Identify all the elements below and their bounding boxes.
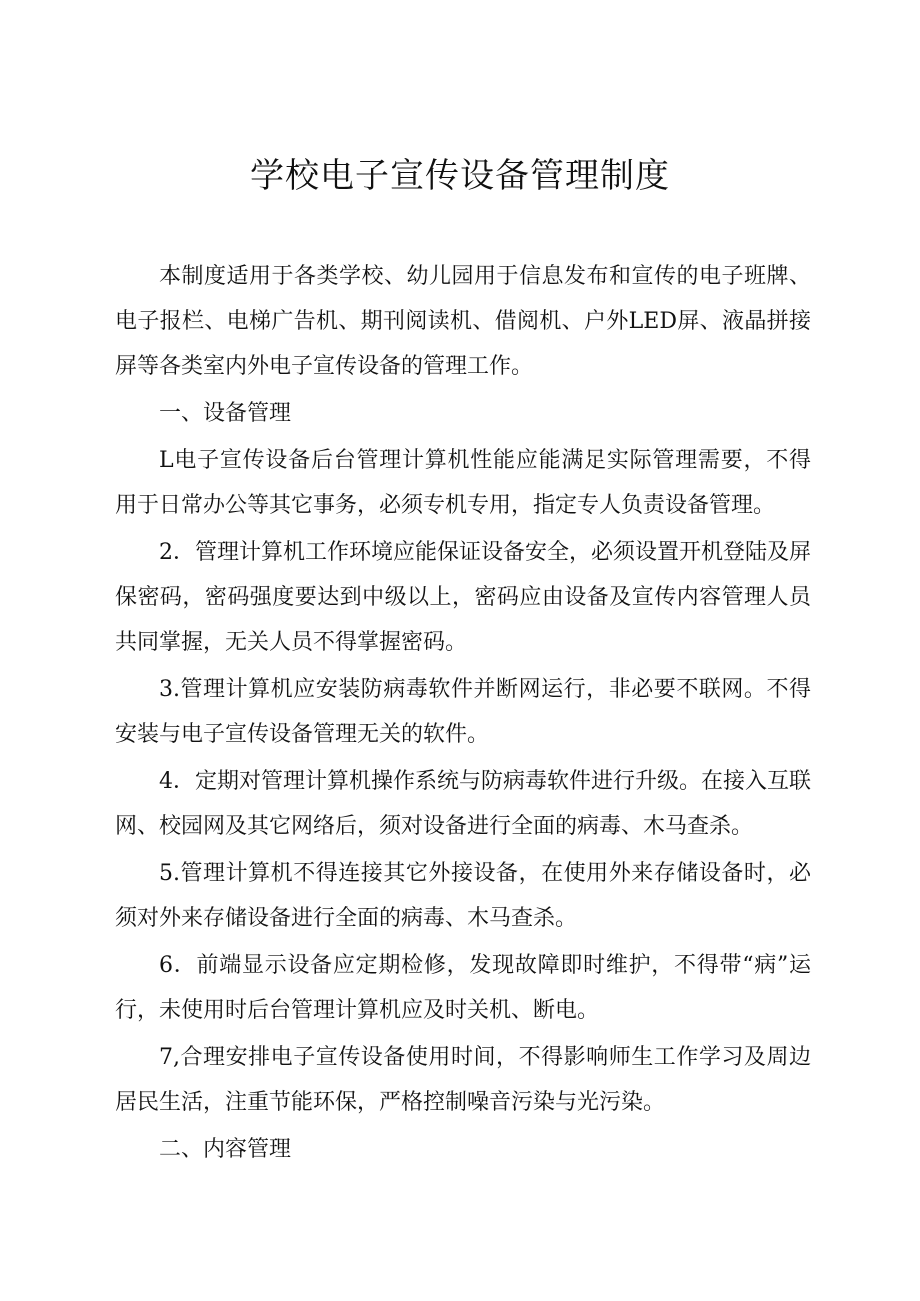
equipment-rule-5: 5.管理计算机不得连接其它外接设备，在使用外来存储设备时，必须对外来存储设备进行全面的病毒、木马查杀。 bbox=[115, 861, 811, 931]
equipment-rule-1: L电子宣传设备后台管理计算机性能应能满足实际管理需要，不得用于日常办公等其它事务，必须专机专用，指定专人负责设备管理。 bbox=[115, 448, 811, 518]
equipment-rule-4: 4．定期对管理计算机操作系统与防病毒软件进行升级。在接入互联网、校园网及其它网络后，须对设备进行全面的病毒、木马查杀。 bbox=[115, 769, 811, 839]
section-heading-content: 二、内容管理 bbox=[159, 1137, 292, 1162]
intro-paragraph: 本制度适用于各类学校、幼儿园用于信息发布和宣传的电子班牌、电子报栏、电梯广告机、期刊阅读机、借阅机、户外LED屏、液晶拼接屏等各类室内外电子宣传设备的管理工作。 bbox=[115, 264, 811, 379]
document-title: 学校电子宣传设备管理制度 bbox=[250, 156, 670, 196]
section-heading-equipment: 一、设备管理 bbox=[159, 401, 292, 426]
equipment-rule-3: 3.管理计算机应安装防病毒软件并断网运行，非必要不联网。不得安装与电子宣传设备管理无关的软件。 bbox=[115, 677, 811, 747]
equipment-rule-6: 6．前端显示设备应定期检修，发现故障即时维护，不得带“病”运行，未使用时后台管理计算机应及时关机、断电。 bbox=[115, 953, 811, 1023]
equipment-rule-7: 7,合理安排电子宣传设备使用时间，不得影响师生工作学习及周边居民生活，注重节能环保，严格控制噪音污染与光污染。 bbox=[115, 1045, 811, 1115]
equipment-rule-2: 2．管理计算机工作环境应能保证设备安全，必须设置开机登陆及屏保密码，密码强度要达到中级以上，密码应由设备及宣传内容管理人员共同掌握，无关人员不得掌握密码。 bbox=[115, 540, 811, 655]
document-body bbox=[115, 254, 811, 1172]
